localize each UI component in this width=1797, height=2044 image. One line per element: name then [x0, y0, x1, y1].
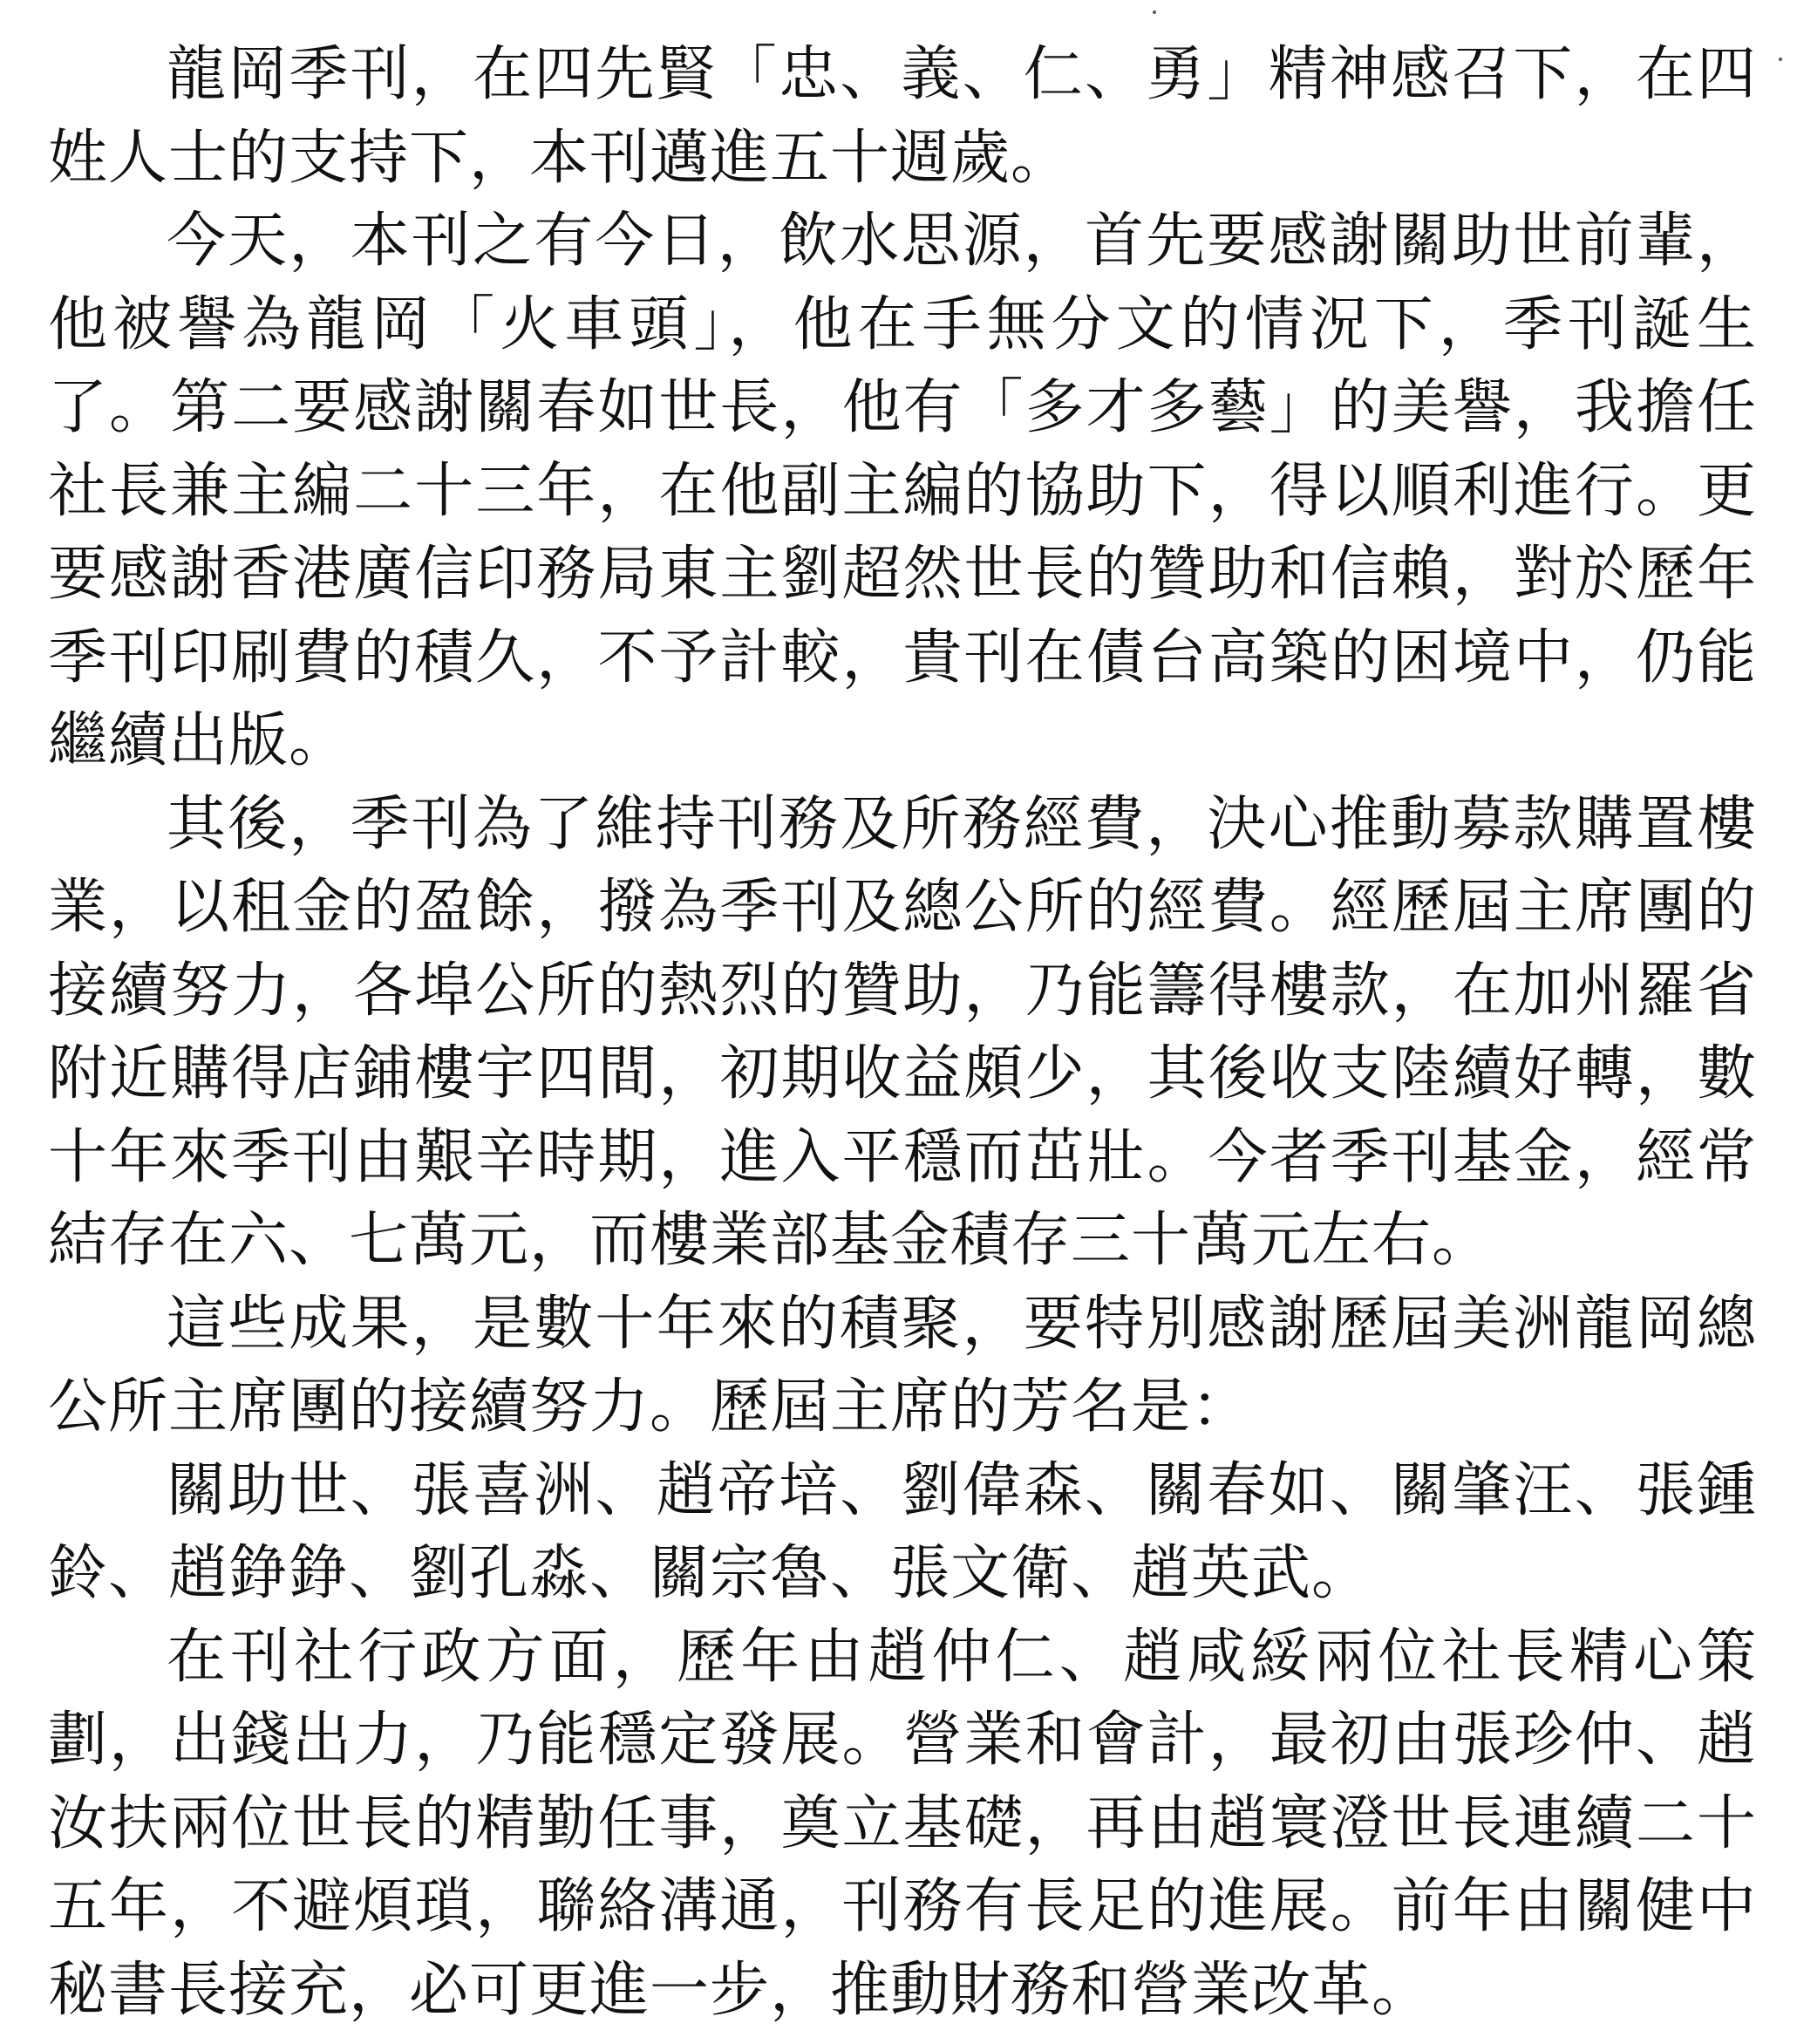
paragraph: 這些成果，是數十年來的積聚，要特別感謝歷屆美洲龍岡總公所主席團的接續努力。歷屆主席的芳名是：: [48, 1289, 1757, 1441]
paragraph: 關助世、張喜洲、趙帝培、劉偉森、關春如、關肇汪、張鍾鈴、趙錚錚、劉孔淼、關宗魯、張文衛、趙英武。: [48, 1455, 1757, 1608]
article-body: [48, 33, 1757, 2032]
paragraph: 龍岡季刊，在四先賢「忠、義、仁、勇」精神感召下，在四姓人士的支持下，本刊邁進五十週歲。: [48, 40, 1757, 193]
paragraph: 在刊社行政方面，歷年由趙仲仁、趙咸綏兩位社長精心策劃，出錢出力，乃能穩定發展。營業和會計，最初由張珍仲、趙汝扶兩位世長的精勤任事，奠立基礎，再由趙寰澄世長連續二十五年，不避煩瑣，聯絡溝通，刊務有長足的進展。前年由關健中秘書長接充，必可更進一步，推動財務和營業改革。: [48, 1622, 1757, 2025]
paragraph: 其後，季刊為了維持刊務及所務經費，決心推動募款購置樓業，以租金的盈餘，撥為季刊及總公所的經費。經歷屆主席團的接續努力，各埠公所的熱烈的贊助，乃能籌得樓款，在加州羅省附近購得店鋪樓宇四間，初期收益頗少，其後收支陸續好轉，數十年來季刊由艱辛時期，進入平穩而茁壯。今者季刊基金，經常結存在六、七萬元，而樓業部基金積存三十萬元左右。: [48, 789, 1757, 1275]
scan-speck: [1779, 58, 1782, 61]
scan-speck: [1153, 10, 1156, 14]
paragraph: 今天，本刊之有今日，飲水思源，首先要感謝關助世前輩，他被譽為龍岡「火車頭」，他在手無分文的情況下，季刊誕生了。第二要感謝關春如世長，他有「多才多藝」的美譽，我擔任社長兼主編二十三年，在他副主編的協助下，得以順利進行。更要感謝香港廣信印務局東主劉超然世長的贊助和信賴，對於歷年季刊印刷費的積久，不予計較，貴刊在債台高築的困境中，仍能繼續出版。: [48, 207, 1757, 775]
